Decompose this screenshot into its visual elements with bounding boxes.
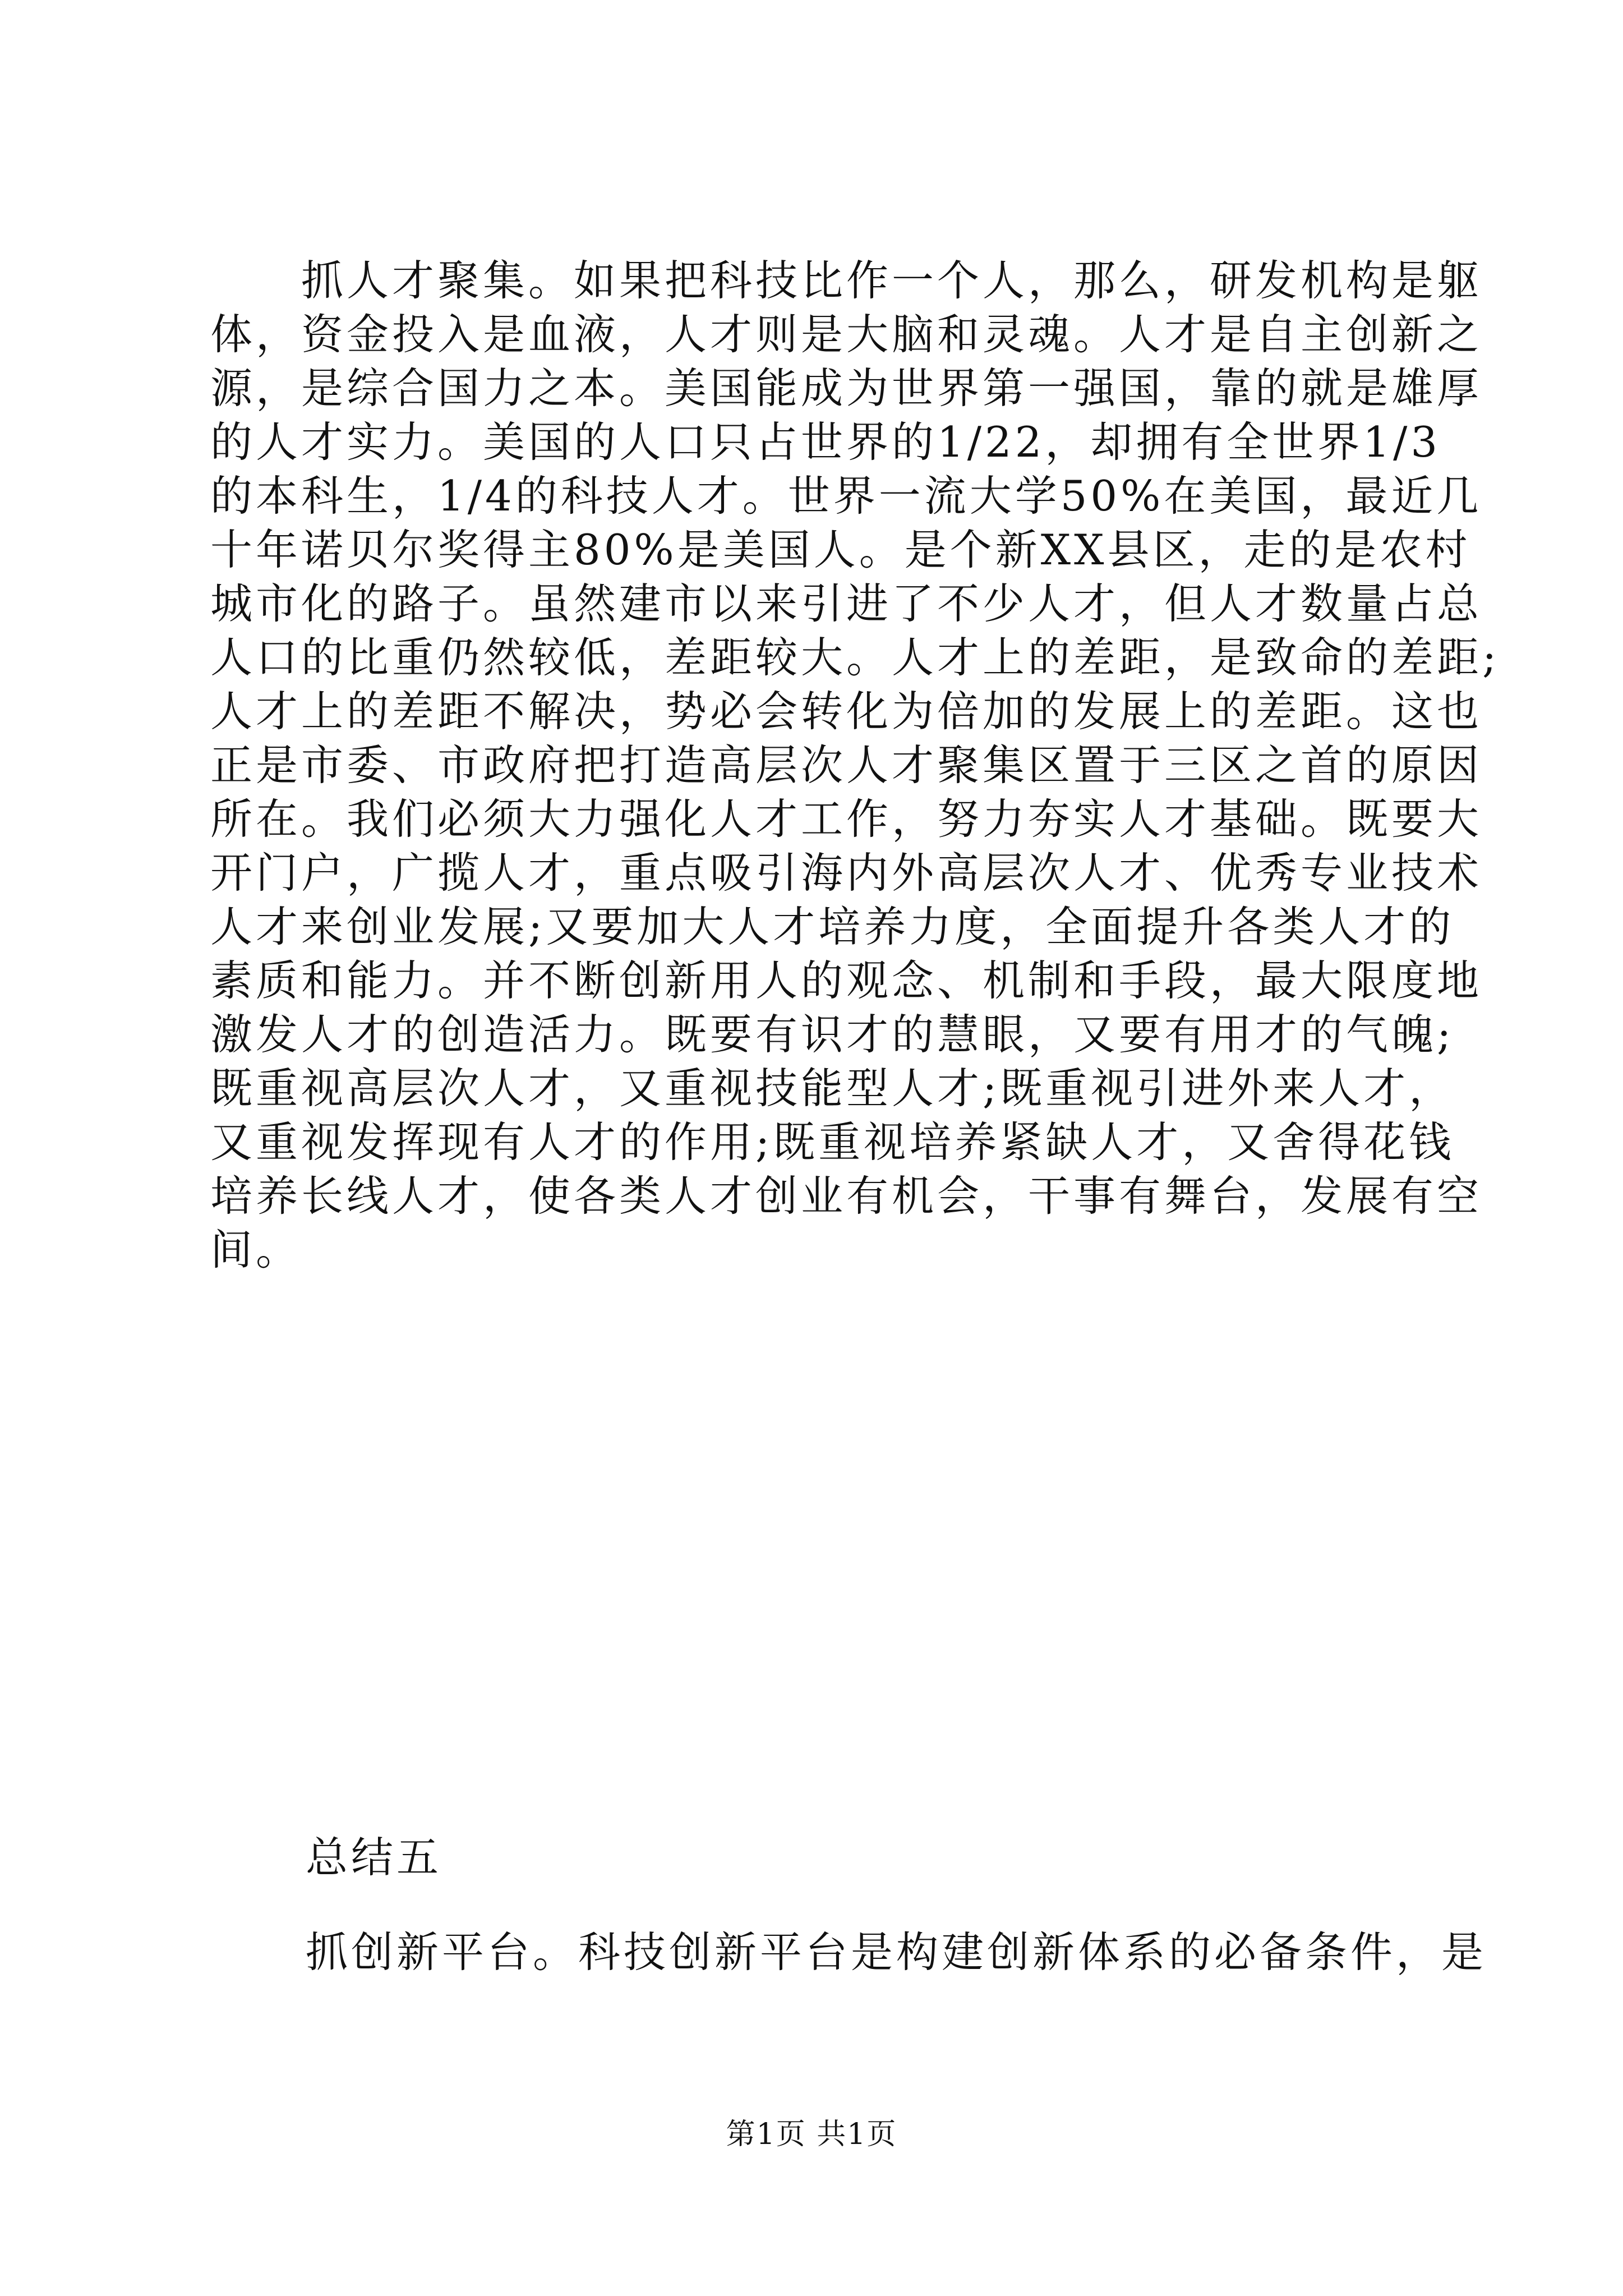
text-line: 源，是综合国力之本。美国能成为世界第一强国，靠的就是雄厚 — [210, 364, 1483, 413]
text-line: 既重视高层次人才，又重视技能型人才;既重视引进外来人才， — [210, 1064, 1455, 1113]
text-line: 间。 — [210, 1225, 302, 1274]
text-line: 正是市委、市政府把打造高层次人才聚集区置于三区之首的原因 — [210, 740, 1483, 790]
text-line: 又重视发挥现有人才的作用;既重视培养紧缺人才，又舍得花钱 — [210, 1117, 1455, 1167]
text-line: 抓人才聚集。如果把科技比作一个人，那么，研发机构是躯 — [210, 256, 1483, 305]
text-line: 的本科生，1/4的科技人才。世界一流大学50%在美国，最近几 — [210, 471, 1482, 521]
paragraph-talent-gathering — [210, 254, 1500, 1277]
text-line: 人才上的差距不解决，势必会转化为倍加的发展上的差距。这也 — [210, 687, 1483, 736]
text-line: 人口的比重仍然较低，差距较大。人才上的差距，是致命的差距; — [210, 633, 1500, 682]
page-footer: 第1页 共1页 — [726, 2118, 897, 2151]
text-line: 开门户，广揽人才，重点吸引海内外高层次人才、优秀专业技术 — [210, 848, 1483, 898]
text-line: 十年诺贝尔奖得主80%是美国人。是个新XX县区，走的是农村 — [210, 525, 1471, 574]
text-line: 激发人才的创造活力。既要有识才的慧眼，又要有用才的气魄; — [210, 1010, 1455, 1059]
text-line: 的人才实力。美国的人口只占世界的1/22，却拥有全世界1/3 — [210, 417, 1441, 467]
text-line: 城市化的路子。虽然建市以来引进了不少人才，但人才数量占总 — [210, 579, 1483, 628]
section-heading: 总结五 — [306, 1833, 442, 1882]
text-line: 所在。我们必须大力强化人才工作，努力夯实人才基础。既要大 — [210, 794, 1483, 844]
text-line: 人才来创业发展;又要加大人才培养力度，全面提升各类人才的 — [210, 902, 1455, 951]
paragraph-innovation-platform: 抓创新平台。科技创新平台是构建创新体系的必备条件，是 — [306, 1927, 1487, 1977]
text-line: 素质和能力。并不断创新用人的观念、机制和手段，最大限度地 — [210, 956, 1483, 1005]
text-line: 体，资金投入是血液，人才则是大脑和灵魂。人才是自主创新之 — [210, 310, 1483, 359]
text-line: 培养长线人才，使各类人才创业有机会，干事有舞台，发展有空 — [210, 1171, 1483, 1221]
